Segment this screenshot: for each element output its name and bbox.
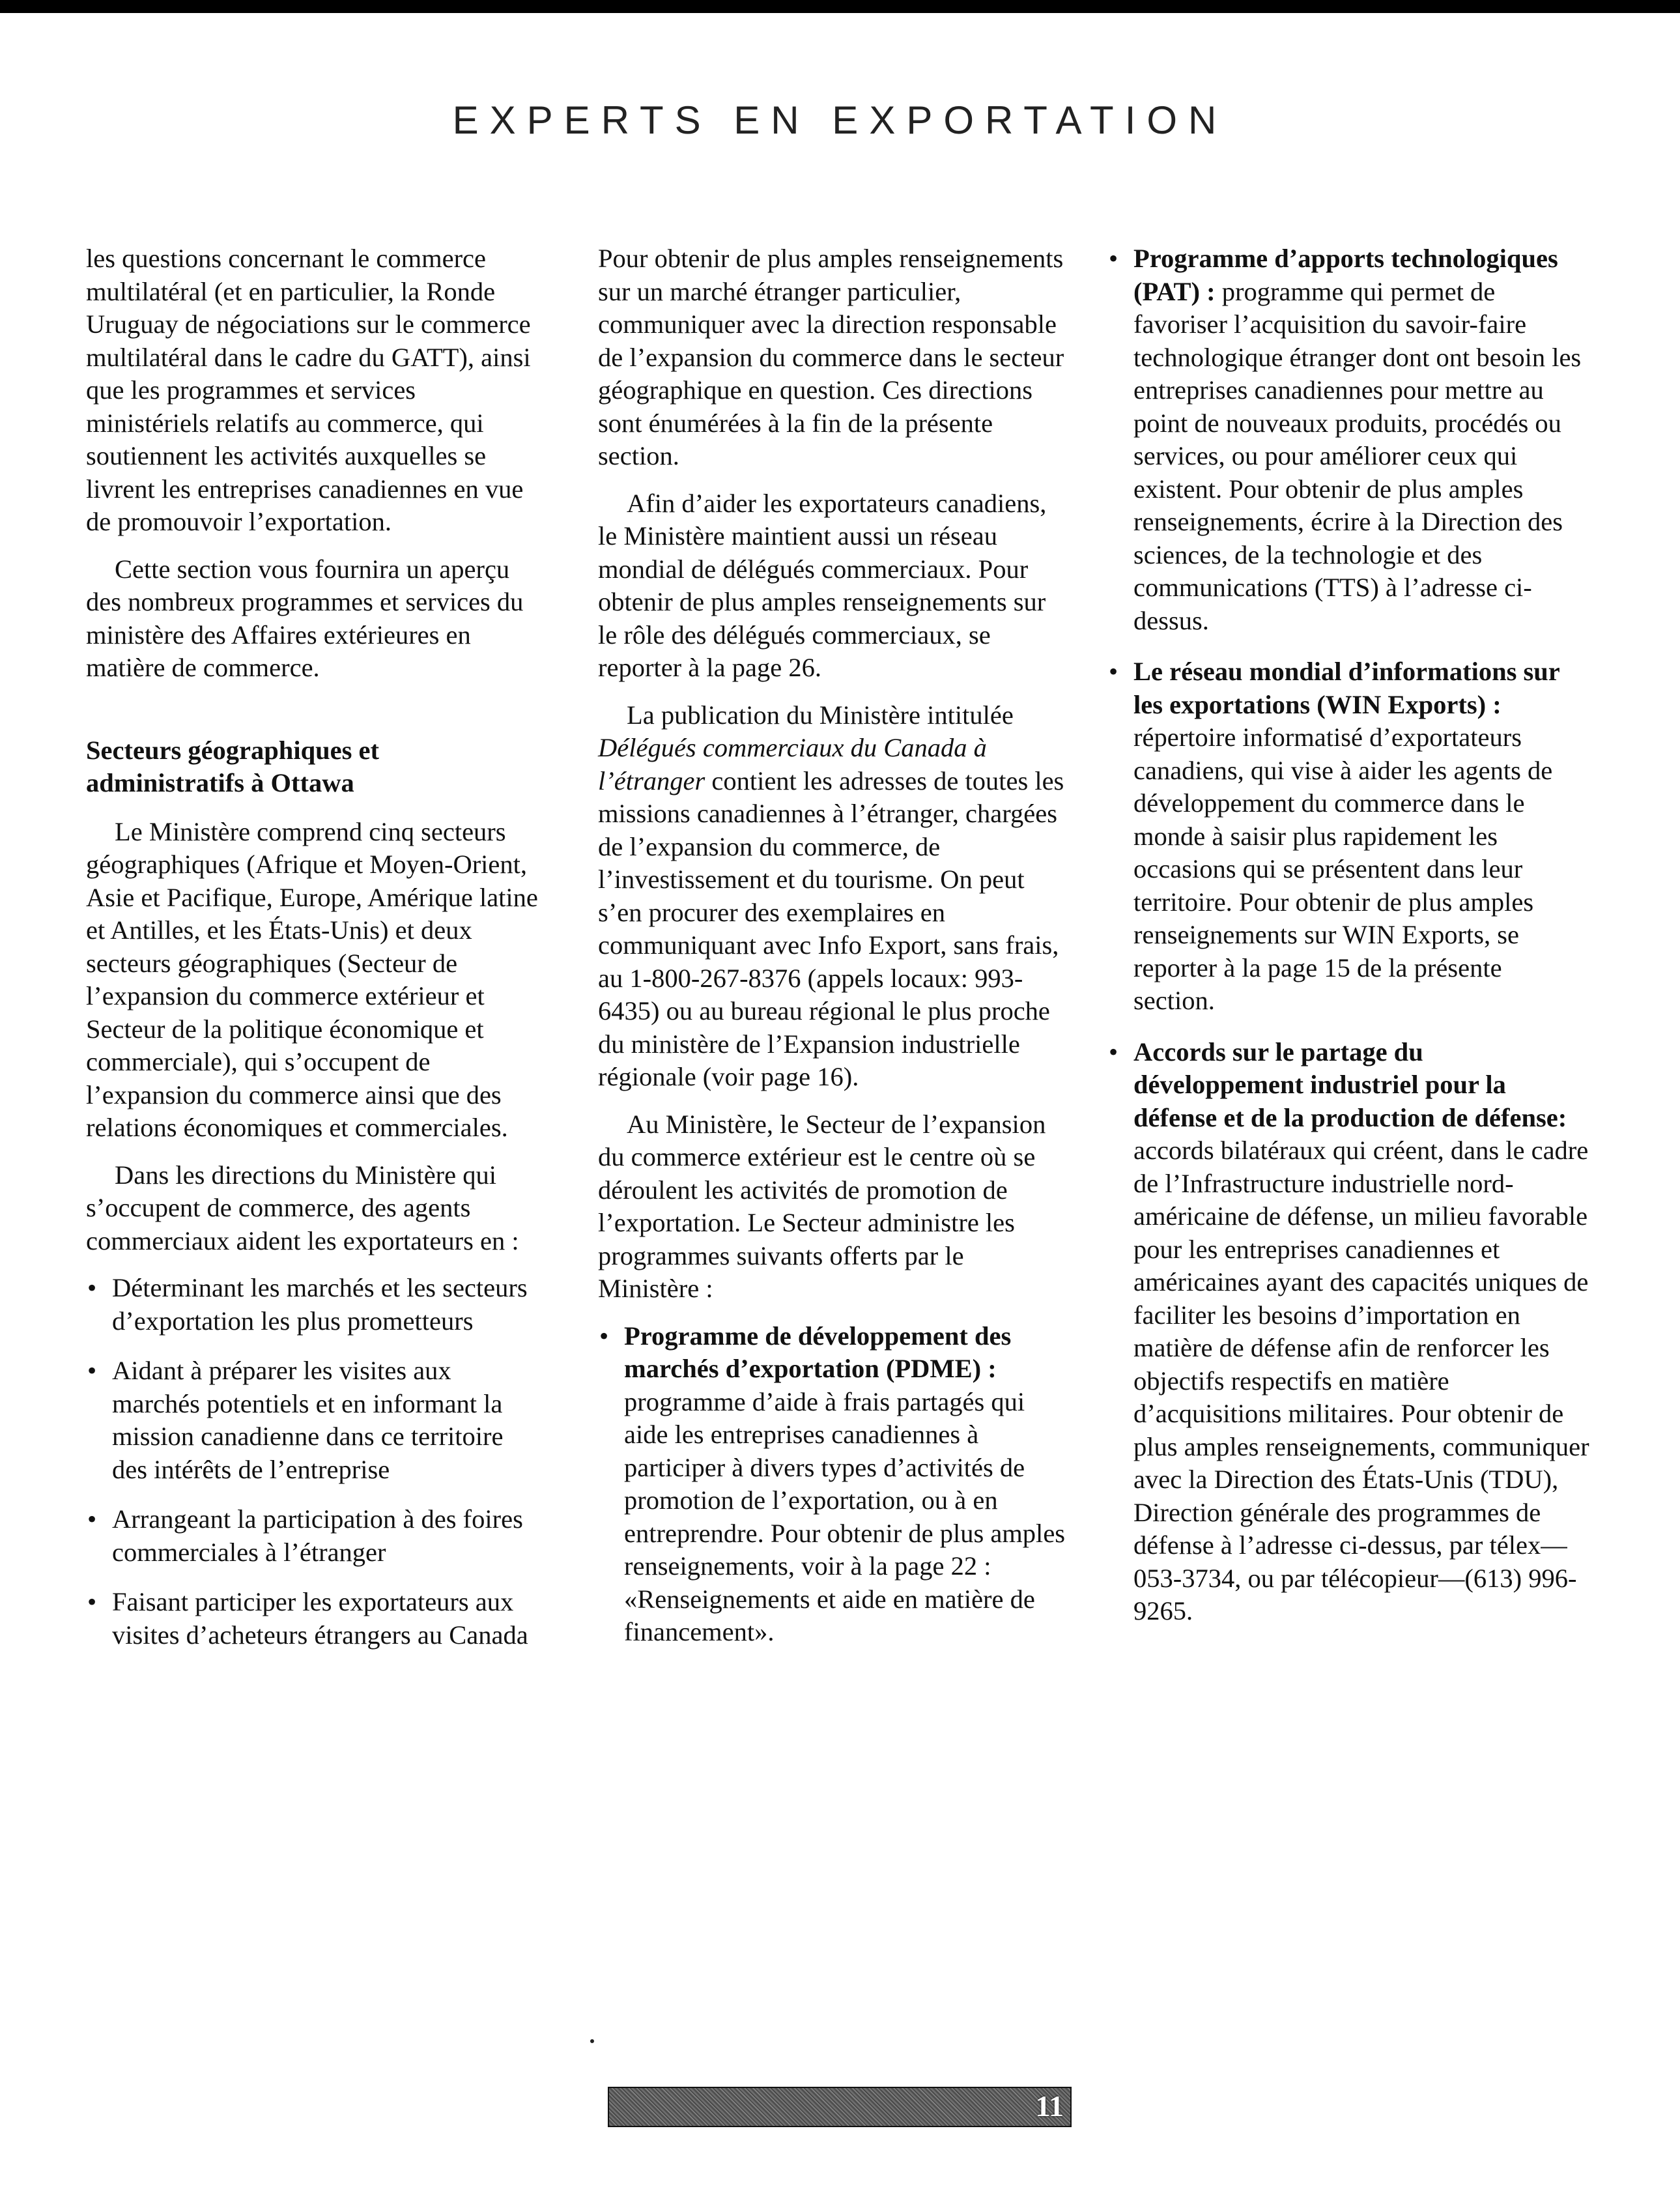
program-description: programme d’aide à frais partagés qui aide les entreprises canadiennes à participer à divers types d’activités de promotion de l’exportation, ou à en entreprendre. Pour obtenir de plus amples renseignements, voir à la page 22 : «Renseignements et aide en matière de financement».	[624, 1386, 1066, 1646]
scan-speck	[590, 2039, 594, 2043]
paragraph: Cette section vous fournira un aperçu des nombreux programmes et services du ministère des Affaires extérieures en matière de commerce.	[86, 554, 524, 682]
list-item: • Aidant à préparer les visites aux marchés potentiels et en informant la mission canadienne dans ce territoire des intérêts de l’entreprise	[86, 1354, 542, 1486]
paragraph: Le Ministère comprend cinq secteurs géographiques (Afrique et Moyen-Orient, Asie et Pacifique, Europe, Amérique latine et Antilles, et les États-Unis) et deux secteurs géographiques (Secteur de l’expansion du commerce extérieur et Secteur de la politique économique et commerciale), qui s’occupent de l’expansion du commerce ainsi que des relations économiques et commerciales.	[86, 816, 538, 1142]
program-description: programme qui permet de favoriser l’acquisition du savoir-faire technologique étranger dont ont besoin les entreprises canadiennes pour mettre au point de nouveaux produits, procédés ou services, ou pour améliorer ceux qui existent. Pour obtenir de plus amples renseignements, écrire à la Direction des sciences, de la technologie et des communications (TTS) à l’adresse ci-dessus.	[1133, 276, 1582, 635]
paragraph-text: La publication du Ministère intitulée	[627, 700, 1014, 730]
paragraph: Dans les directions du Ministère qui s’occupent de commerce, des agents commerciaux aident les exportateurs en :	[86, 1160, 519, 1255]
page-number: 11	[1035, 2089, 1064, 2123]
paragraph: Pour obtenir de plus amples renseignements sur un marché étranger particulier, communiquer avec la direction responsable de l’expansion du commerce dans le secteur géographique en question. Ces directions sont énumérées à la fin de la présente section.	[598, 244, 1064, 470]
bullet-list	[86, 1272, 542, 1652]
list-item: • Faisant participer les exportateurs aux visites d’acheteurs étrangers au Canada	[86, 1586, 542, 1652]
paragraph: les questions concernant le commerce multilatéral (et en particulier, la Ronde Uruguay de négociations sur le commerce multilatéral dans le cadre du GATT), ainsi que les programmes et services ministériels relatifs au commerce, qui soutiennent les activités auxquelles se livrent les entreprises canadiennes en vue de promouvoir l’exportation.	[86, 244, 531, 536]
column-3	[1107, 242, 1589, 1646]
paragraph	[598, 699, 1067, 1094]
list-item: • Déterminant les marchés et les secteurs d’exportation les plus prometteurs	[86, 1272, 542, 1338]
publication-title: Délégués commerciaux du Canada à l’étranger	[598, 733, 987, 795]
program-name: Accords sur le partage du développement industriel pour la défense et de la production de défense:	[1133, 1037, 1567, 1132]
list-item	[598, 1320, 1067, 1649]
top-border	[0, 0, 1680, 13]
program-description: accords bilatéraux qui créent, dans le cadre de l’Infrastructure industrielle nord-américaine de défense, un milieu favorable pour les entreprises canadiennes et américaines ayant des capacités uniques de faciliter les besoins d’importation en matière de défense afin de renforcer les objectifs respectifs en matière d’acquisitions militaires. Pour obtenir de plus amples renseignements, communiquer avec la Direction des États-Unis (TDU), Direction générale des programmes de défense à l’adresse ci-dessus, par télex—053-3734, ou par télécopieur—(613) 996-9265.	[1133, 1136, 1589, 1625]
paragraph: Au Ministère, le Secteur de l’expansion du commerce extérieur est le centre où se déroulent les activités de promotion de l’exportation. Le Secteur administre les programmes suivants offerts par le Ministère :	[598, 1109, 1046, 1303]
program-name: Programme de développement des marchés d’exportation (PDME) :	[624, 1321, 1012, 1383]
bullet-list	[598, 1320, 1067, 1649]
program-name: Programme d’apports technologiques (PAT) :	[1133, 244, 1558, 306]
paragraph-text: contient les adresses de toutes les missions canadiennes à l’étranger, chargées de l’expansion du commerce, de l’investissement et du tourisme. On peut s’en procurer des exemplaires en communiquant avec Info Export, sans frais, au 1-800-267-8376 (appels locaux: 993-6435) ou au bureau régional le plus proche du ministère de l’Expansion industrielle régionale (voir page 16).	[598, 766, 1064, 1091]
column-1	[86, 242, 542, 1668]
page-header: EXPERTS EN EXPORTATION	[452, 98, 1228, 142]
column-2	[598, 242, 1067, 1666]
footer-band	[608, 2087, 1072, 2127]
list-item: • Arrangeant la participation à des foires commerciales à l’étranger	[86, 1503, 542, 1569]
bullet-list	[1107, 242, 1589, 1628]
list-item	[1107, 242, 1589, 637]
program-name: Le réseau mondial d’informations sur les exportations (WIN Exports) :	[1133, 657, 1560, 719]
paragraph: Afin d’aider les exportateurs canadiens, le Ministère maintient aussi un réseau mondial de délégués commerciaux. Pour obtenir de plus amples renseignements sur le rôle des délégués commerciaux, se reporter à la page 26.	[598, 488, 1047, 682]
program-description: répertoire informatisé d’exportateurs canadiens, qui vise à aider les agents de développement du commerce dans le monde à saisir plus rapidement les occasions qui se présentent dans leur territoire. Pour obtenir de plus amples renseignements sur WIN Exports, se reporter à la page 15 de la présente section.	[1133, 723, 1553, 1015]
list-item	[1107, 1036, 1589, 1628]
section-heading: Secteurs géographiques et administratifs à Ottawa	[86, 735, 379, 797]
list-item	[1107, 655, 1589, 1018]
